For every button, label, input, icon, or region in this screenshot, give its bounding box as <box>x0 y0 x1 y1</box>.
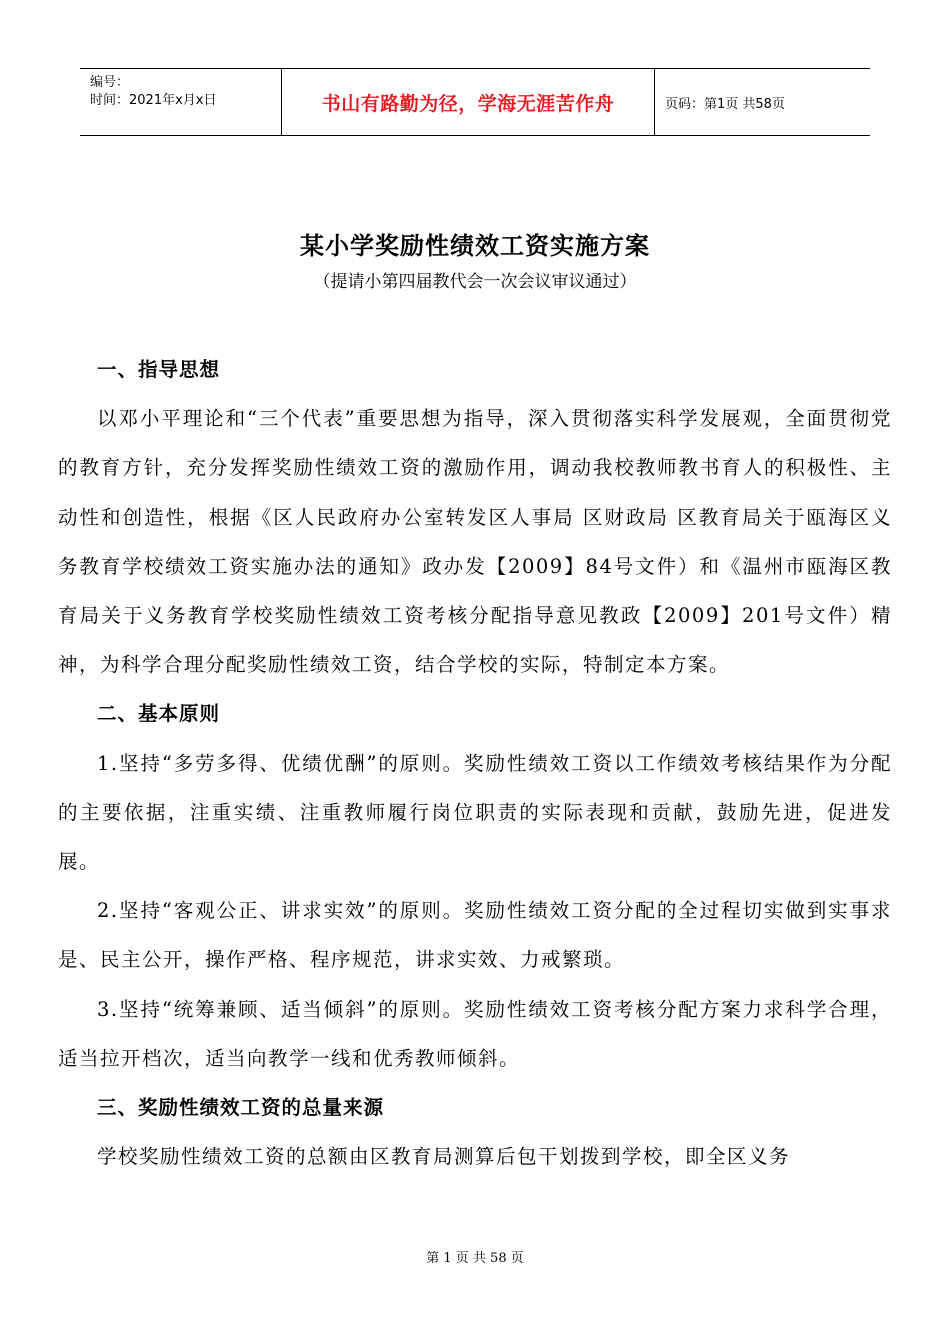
page-footer: 第 1 页 共 58 页 <box>426 1251 524 1266</box>
paragraph: 以邓小平理论和“三个代表”重要思想为指导，深入贯彻落实科学发展观，全面贯彻党的教育方针，充分发挥奖励性绩效工资的激励作用，调动我校教师教书育人的积极性、主动性和创造性，根据《区人民政府办公室转发区人事局 区财政局 区教育局关于瓯海区义务教育学校绩效工资实施办法的通知》政办发【2009】84号文件）和《温州市瓯海区教育局关于义务教育学校奖励性绩效工资考核分配指导意见教政【2009】201号文件）精神，为科学合理分配奖励性绩效工资，结合学校的实际，特制定本方案。 <box>58 407 892 677</box>
document-title: 某小学奖励性绩效工资实施方案 <box>300 231 650 260</box>
paragraph: 3.坚持“统筹兼顾、适当倾斜”的原则。奖励性绩效工资考核分配方案力求科学合理，适当拉开档次，适当向教学一线和优秀教师倾斜。 <box>58 997 892 1070</box>
paragraph: 2.坚持“客观公正、讲求实效”的原则。奖励性绩效工资分配的全过程切实做到实事求是、民主公开，操作严格、程序规范，讲求实效、力戒繁琐。 <box>58 899 892 972</box>
section-heading: 一、指导思想 <box>97 358 221 381</box>
paragraph: 学校奖励性绩效工资的总额由区教育局测算后包干划拨到学校，即全区义务 <box>97 1145 791 1169</box>
number-label: 编号： <box>90 75 130 90</box>
paragraph: 1.坚持“多劳多得、优绩优酬”的原则。奖励性绩效工资以工作绩效考核结果作为分配的主要依据，注重实绩、注重教师履行岗位职责的实际表现和贡献，鼓励先进，促进发展。 <box>58 751 892 874</box>
header-page-info: 页码：第1页 共58页 <box>665 96 785 112</box>
page-header <box>80 68 870 136</box>
document-body <box>58 345 892 1181</box>
document-subtitle: （提请小第四届教代会一次会议审议通过） <box>313 272 637 292</box>
time-label: 时间：2021年x月x日 <box>90 93 217 108</box>
section-heading: 二、基本原则 <box>97 702 221 726</box>
section-heading: 三、奖励性绩效工资的总量来源 <box>97 1096 385 1120</box>
header-meta <box>80 69 281 135</box>
header-slogan: 书山有路勤为径，学海无涯苦作舟 <box>281 69 655 135</box>
